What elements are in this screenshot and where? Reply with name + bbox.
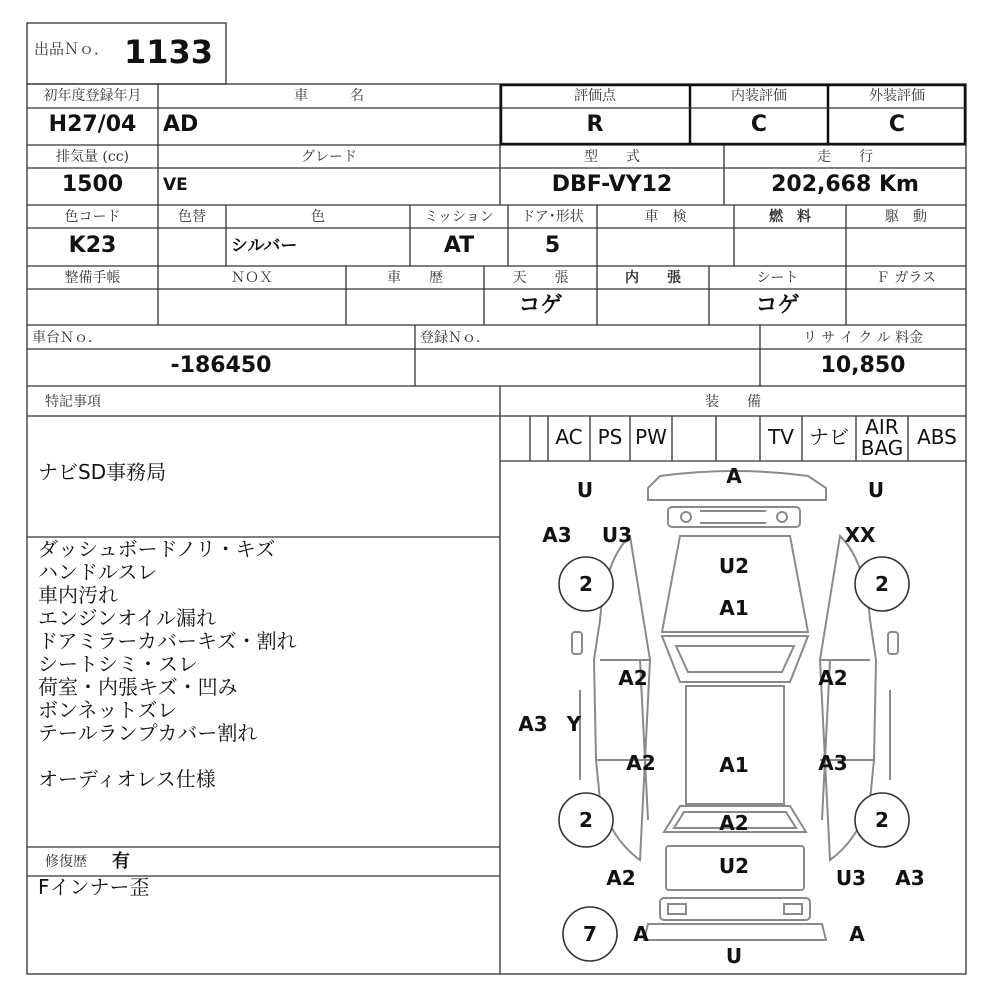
- grade-label: グレード: [301, 149, 357, 165]
- score-label: 評価点: [574, 88, 616, 104]
- model: DBF-VY12: [551, 172, 673, 197]
- damage-mark-tailgate: U2: [718, 854, 750, 878]
- damage-mark-front-left: U: [576, 478, 594, 502]
- displacement-label: 排気量 (cc): [55, 149, 130, 165]
- tire-front-left: 2: [579, 572, 593, 596]
- interior-grade: C: [750, 112, 768, 137]
- inner-panel-label: 内 張: [625, 270, 681, 286]
- tire-spare: 7: [583, 922, 597, 946]
- ceiling-label: 天 張: [512, 270, 569, 286]
- note-line: オーディオレス仕様: [38, 767, 216, 791]
- mission-label: ミッション: [424, 209, 494, 225]
- interior-label: 内装評価: [731, 88, 787, 104]
- notes-label: 特記事項: [45, 394, 101, 410]
- nox-label: ＮＯＸ: [231, 270, 273, 286]
- note-line: ハンドルスレ: [38, 560, 158, 584]
- damage-mark-right-front-door: A2: [818, 666, 848, 690]
- recycle-fee-label: リ サ イ ク ル 料金: [802, 330, 924, 346]
- inspection-label: 車 検: [644, 209, 687, 225]
- fuel-label: 燃 料: [769, 209, 811, 225]
- damage-mark-left-rear-door: A2: [626, 751, 656, 775]
- door-shape: 5: [544, 233, 561, 258]
- car-name: AD: [163, 112, 199, 137]
- mileage: 202,668 Km: [771, 172, 919, 197]
- recolor-label: 色替: [178, 209, 206, 225]
- maintenance-book-label: 整備手帳: [64, 270, 121, 286]
- front-glass-label: Ｆ ガラス: [875, 270, 937, 286]
- reg-date: H27/04: [48, 112, 137, 137]
- damage-mark-left-fender: A3: [542, 523, 572, 547]
- damage-mark-rear-right: A: [849, 922, 865, 946]
- reg-date-label: 初年度登録年月: [43, 88, 142, 104]
- displacement: 1500: [61, 172, 124, 197]
- damage-mark-front-bumper: A: [726, 464, 742, 488]
- recycle-fee: 10,850: [820, 353, 906, 378]
- seat-label: シート: [756, 270, 799, 286]
- score: R: [586, 112, 604, 137]
- note-line: エンジンオイル漏れ: [38, 606, 216, 630]
- door-label: ドア･形状: [521, 209, 584, 225]
- note-line: シートシミ・スレ: [38, 652, 198, 676]
- damage-mark-left-side: Y: [566, 712, 582, 736]
- equipment-tv: TV: [768, 425, 794, 449]
- damage-mark-left-quarter: A2: [606, 866, 636, 890]
- tire-rear-left: 2: [579, 808, 593, 832]
- color-label: 色: [311, 209, 325, 225]
- chassis-number: -186450: [170, 353, 272, 378]
- seat: コゲ: [755, 293, 800, 318]
- damage-mark-right-quarter: A3: [895, 866, 925, 890]
- equipment-pw: PW: [635, 425, 667, 449]
- damage-mark-right-rear-door: A3: [818, 751, 848, 775]
- equipment-navi: ナビ: [809, 425, 849, 449]
- damage-mark-front-right: U: [867, 478, 885, 502]
- damage-mark-left-side: A3: [518, 712, 548, 736]
- damage-mark-right-quarter: U3: [835, 866, 867, 890]
- registration-label: 登録Ｎｏ．: [420, 330, 490, 346]
- damage-mark-rear-left: A: [633, 922, 649, 946]
- color-code: K23: [68, 233, 117, 258]
- damage-mark-left-front-door: A2: [618, 666, 648, 690]
- model-label: 型 式: [584, 149, 640, 165]
- repair-history-label: 修復歴: [45, 854, 87, 870]
- repair-detail: Fインナー歪: [38, 875, 150, 899]
- damage-mark-right-fender: XX: [844, 523, 876, 547]
- damage-mark-hood: A1: [719, 596, 749, 620]
- tire-rear-right: 2: [875, 808, 889, 832]
- exterior-grade: C: [888, 112, 906, 137]
- history-label: 車 歴: [387, 270, 443, 286]
- equipment-abs: ABS: [917, 425, 957, 449]
- color: シルバー: [231, 236, 298, 256]
- note-line: 荷室・内張キズ・凹み: [38, 675, 238, 699]
- damage-mark-roof: A1: [719, 753, 749, 777]
- lot-label: 出品Ｎｏ．: [34, 40, 110, 58]
- note-line: ボンネットズレ: [38, 698, 178, 722]
- mileage-label: 走 行: [817, 149, 873, 165]
- tire-front-right: 2: [875, 572, 889, 596]
- chassis-label: 車台Ｎｏ．: [32, 330, 102, 346]
- note-line: ドアミラーカバーキズ・割れ: [38, 629, 297, 653]
- equipment-airbag: AIR BAG: [860, 415, 904, 460]
- damage-mark-hood: U2: [718, 554, 750, 578]
- repair-history-value: 有: [112, 851, 130, 872]
- exterior-label: 外装評価: [869, 88, 925, 104]
- car-name-label: 車 名: [294, 88, 364, 104]
- equipment-label: 装 備: [705, 394, 761, 410]
- nav-note: ナビSD事務局: [38, 460, 167, 484]
- note-line: ダッシュボードノリ・キズ: [38, 537, 276, 561]
- lot-number: 1133: [124, 33, 214, 71]
- ceiling: コゲ: [518, 293, 563, 318]
- damage-mark-rear-bumper: U: [725, 944, 743, 968]
- drive-label: 駆 動: [885, 209, 927, 225]
- equipment-ac: AC: [555, 425, 583, 449]
- equipment-ps: PS: [597, 425, 623, 449]
- mission: AT: [443, 233, 475, 258]
- note-line: テールランプカバー割れ: [38, 721, 258, 745]
- note-line: 車内汚れ: [38, 583, 118, 607]
- damage-mark-left-fender: U3: [601, 523, 633, 547]
- grade: VE: [163, 175, 188, 195]
- color-code-label: 色コード: [64, 209, 121, 225]
- damage-mark-rear-glass: A2: [719, 811, 749, 835]
